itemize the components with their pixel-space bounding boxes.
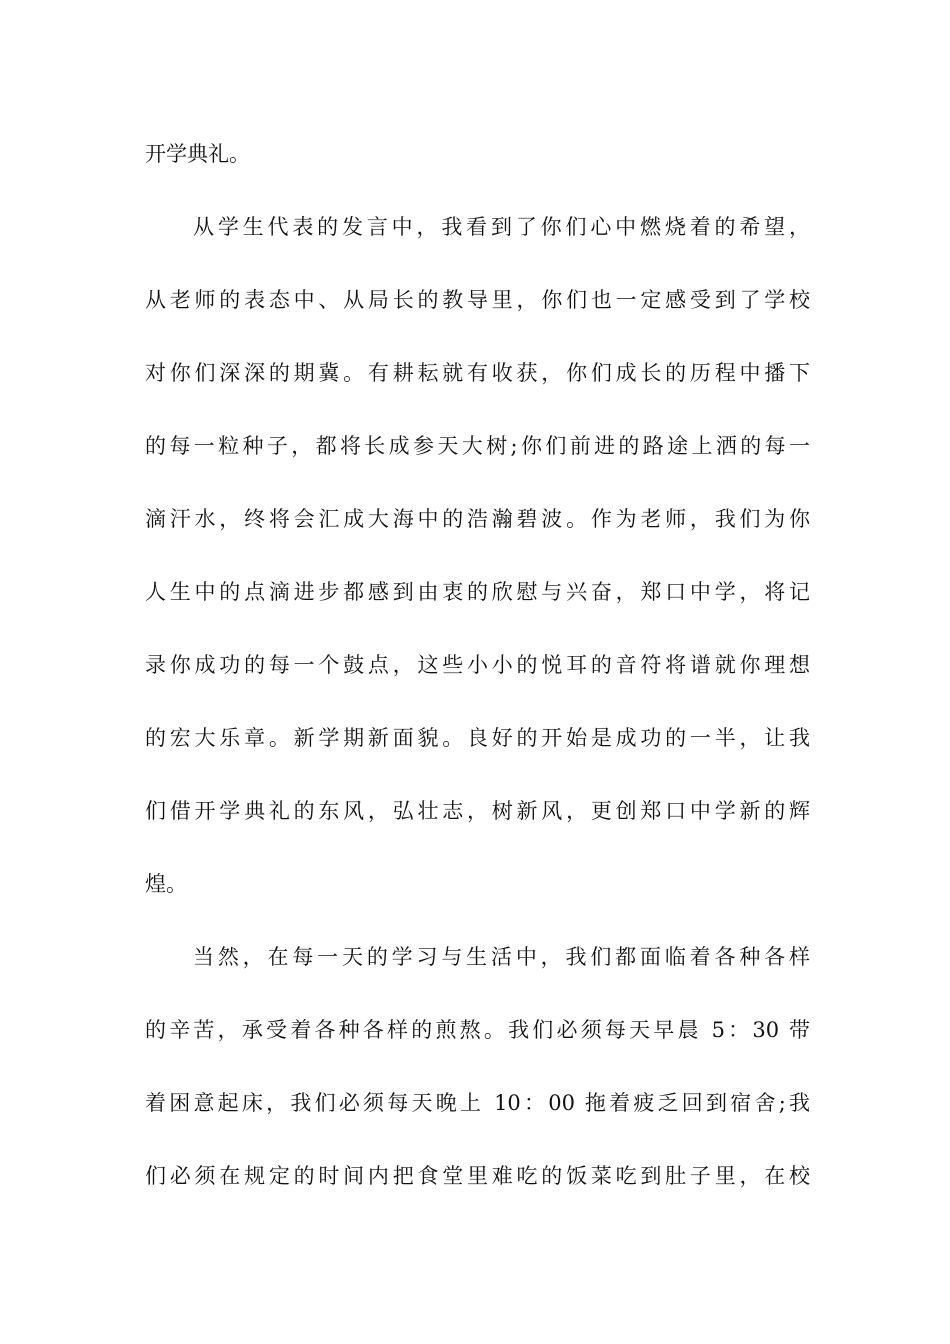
text-line: 着困意起床，我们必须每天晚上 10：00 拖着疲乏回到宿舍;我 — [145, 1091, 810, 1115]
text-line: 从学生代表的发言中，我看到了你们心中燃烧着的希望， — [193, 215, 810, 239]
text-line: 的辛苦，承受着各种各样的煎熬。我们必须每天早晨 5：30 带 — [145, 1018, 810, 1042]
text-line: 对你们深深的期冀。有耕耘就有收获，你们成长的历程中播下 — [145, 361, 810, 385]
text-line: 们必须在规定的时间内把食堂里难吃的饭菜吃到肚子里，在校 — [145, 1164, 810, 1188]
text-line: 的每一粒种子，都将长成参天大树;你们前进的路途上洒的每一 — [145, 434, 810, 458]
text-line: 录你成功的每一个鼓点，这些小小的悦耳的音符将谱就你理想 — [145, 653, 810, 677]
text-line: 当然，在每一天的学习与生活中，我们都面临着各种各样 — [193, 945, 810, 969]
text-line: 们借开学典礼的东风，弘壮志，树新风，更创郑口中学新的辉 — [145, 799, 810, 823]
text-line: 人生中的点滴进步都感到由衷的欣慰与兴奋，郑口中学，将记 — [145, 580, 810, 604]
text-line: 的宏大乐章。新学期新面貌。良好的开始是成功的一半，让我 — [145, 726, 810, 750]
text-line: 开学典礼。 — [145, 142, 250, 166]
text-line: 从老师的表态中、从局长的教导里，你们也一定感受到了学校 — [145, 288, 810, 312]
text-line: 滴汗水，终将会汇成大海中的浩瀚碧波。作为老师，我们为你 — [145, 507, 810, 531]
text-line: 煌。 — [145, 872, 187, 896]
